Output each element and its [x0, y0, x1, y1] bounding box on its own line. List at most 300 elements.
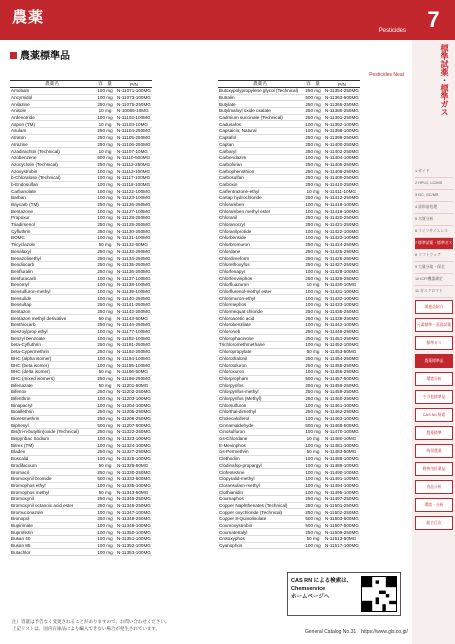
table-row [218, 174, 360, 181]
product-qty: 100 mg [94, 522, 116, 529]
product-name: Capsaicin, Natural [218, 128, 302, 135]
table-row [218, 422, 360, 429]
table-row [218, 221, 360, 228]
product-pn: N-11138-100MG [117, 282, 151, 288]
table-row [218, 161, 360, 168]
product-qty: 100 mg [302, 302, 324, 309]
product-qty: 250 mg [94, 221, 116, 228]
product-name: Coumatetralyl [218, 529, 302, 536]
product-name: Butralin [218, 94, 302, 101]
side-nav [415, 166, 453, 298]
product-name: Triadimenol [10, 221, 94, 228]
table-row [218, 455, 360, 462]
product-name: Cloransulam-methyl [218, 482, 302, 489]
table-row [10, 208, 152, 215]
table-row [218, 388, 360, 395]
product-name: BHC (delta isomer) [10, 368, 94, 375]
product-name: Bis(tri-n-butyltin)oxide (Technical) [10, 429, 94, 436]
product-name: Chloropropylate [218, 348, 302, 355]
product-name: Chlorfluazuron [218, 281, 302, 288]
product-name: Ancymidol [10, 94, 94, 101]
product-qty: 100 mg [94, 335, 116, 342]
product-qty: 100 mg [302, 475, 324, 482]
table-row [218, 108, 360, 115]
qr-code-icon[interactable] [361, 576, 397, 612]
product-name: Chlorethoxyfos [218, 261, 302, 268]
product-qty: 250 mg [94, 134, 116, 141]
product-qty: 250 mg [302, 148, 324, 155]
product-name: Captan [218, 141, 302, 148]
product-name: Cadusafos [218, 121, 302, 128]
product-pn: N-11198-250MG [117, 375, 151, 381]
product-name: Chlorfenapyr [218, 268, 302, 275]
product-name: Chlorophacinone [218, 335, 302, 342]
table-row [218, 342, 360, 349]
chapter-number: 7 [412, 0, 455, 40]
table-row [218, 248, 360, 255]
product-pn: N-11134-250MG [117, 255, 151, 261]
product-name: Azocyclotin (Technical) [10, 161, 94, 168]
product-pn: N-11322-250MG [117, 429, 151, 435]
side-nav-item[interactable]: 7 標準試薬・標準ガス [415, 238, 453, 250]
product-qty: 100 mg [94, 362, 116, 369]
side-nav-item[interactable]: 5 水質分析 [415, 214, 453, 226]
table-row [218, 101, 360, 108]
table-row [10, 475, 152, 482]
product-name: Chlorbromuron [218, 241, 302, 248]
product-qty: 250 mg [302, 174, 324, 181]
table-row [218, 355, 360, 362]
product-name: Bromoxynil octanoic acid ester [10, 502, 94, 509]
table-row [10, 516, 152, 523]
product-qty: 100 mg [302, 429, 324, 436]
table-row [218, 208, 360, 215]
product-qty: 50 mg [302, 536, 324, 543]
product-name: Clopyralid-methyl [218, 475, 302, 482]
product-name: Chlordimeform [218, 255, 302, 262]
table-row [10, 121, 152, 128]
side-box-item[interactable]: CAS No.検索 [415, 408, 453, 422]
product-pn: N-11073-100MG [117, 95, 151, 101]
table-row [218, 88, 360, 95]
product-pn: N-11502-250MG [325, 509, 359, 515]
footer-url[interactable]: https://www.gls.co.jp/ [361, 629, 408, 635]
product-name: Benfluralin [10, 268, 94, 275]
table-row [10, 168, 152, 175]
product-qty: 10 mg [302, 435, 324, 442]
table-row [10, 362, 152, 369]
product-qty: 250 mg [94, 409, 116, 416]
table-row [218, 268, 360, 275]
product-qty: 100 mg [94, 442, 116, 449]
product-pn: N-11455-250MG [325, 362, 359, 368]
section-title: 農薬標準品 [10, 47, 70, 62]
product-pn: N-11353-100MG [117, 549, 151, 555]
product-name: Chlormephos [218, 302, 302, 309]
product-pn: N-11329-50MG [116, 462, 152, 469]
product-pn: N-11127-100MG [117, 208, 151, 214]
side-nav-item[interactable]: 1 ガイド [415, 166, 453, 178]
product-pn: N-11490-100MG [325, 469, 359, 475]
side-nav-item[interactable]: 9 大量分取・保全 [415, 262, 453, 274]
product-qty: 100 mg [94, 168, 116, 175]
side-nav-item[interactable]: 3 GC, GC/MS [415, 190, 453, 202]
table-row [10, 295, 152, 302]
product-qty: 100 mg [302, 228, 324, 235]
col-name: 農薬名 [218, 81, 302, 88]
product-name: Buprofezin [10, 529, 94, 536]
product-qty: 250 mg [94, 502, 116, 509]
table-row [10, 489, 152, 496]
product-qty: 250 mg [302, 355, 324, 362]
product-qty: 100 mg [302, 288, 324, 295]
cas-line2: Chemservice [291, 586, 326, 592]
table-row [10, 88, 152, 95]
side-nav-item[interactable]: 10 ICP/機器測定 [415, 274, 453, 286]
side-box-item[interactable]: 環境分析 [415, 372, 453, 386]
table-row [218, 489, 360, 496]
product-pn: N-11103-10MG [116, 121, 152, 128]
product-qty: 100 mg [302, 322, 324, 329]
table-row [10, 215, 152, 222]
product-name: Bensulfuron-methyl [10, 288, 94, 295]
product-pn: N-11343-50MG [116, 489, 152, 496]
product-pn: N-11335-100MG [117, 482, 151, 488]
table-row [10, 549, 152, 556]
side-box-item[interactable]: 動物用医薬品 [415, 462, 453, 476]
side-nav-item[interactable]: 8 ソフトウェア [415, 250, 453, 262]
side-box-item[interactable]: 食品分析 [415, 480, 453, 494]
product-pn: N-11201-50MG [116, 382, 152, 389]
product-qty: 250 mg [302, 529, 324, 536]
product-pn: N-11363-500MG [325, 95, 359, 101]
product-qty: 100 mg [302, 489, 324, 496]
product-pn: N-11348-250MG [117, 516, 151, 522]
product-qty: 250 mg [302, 241, 324, 248]
side-box-item[interactable]: その他標準品 [415, 390, 453, 404]
table-row [10, 402, 152, 409]
product-pn: N-11203-100MG [117, 395, 151, 401]
table-row [218, 288, 360, 295]
category-title: 農薬 [12, 9, 45, 26]
side-nav-item[interactable]: 6 ライフサイエンス [415, 226, 453, 238]
table-row [218, 235, 360, 242]
table-row [218, 114, 360, 121]
product-qty: 250 mg [94, 375, 116, 382]
product-name: Busan 40 [10, 536, 94, 543]
product-name: Azadirachtin (Technical) [10, 148, 94, 155]
product-qty: 250 mg [302, 509, 324, 516]
product-name: Carfentrazone-ethyl [218, 188, 302, 195]
product-name: Biphenyl [10, 422, 94, 429]
table-row [218, 415, 360, 422]
product-qty: 250 mg [302, 335, 324, 342]
product-pn: N-11133-250MG [117, 248, 151, 254]
product-pn: N-11421-250MG [325, 222, 359, 228]
table-row [10, 195, 152, 202]
product-qty: 100 mg [302, 368, 324, 375]
product-pn: N-11365-250MG [325, 101, 359, 107]
product-qty: 250 mg [302, 221, 324, 228]
side-box-item[interactable]: 元素標準・蒸留試薬 [415, 318, 453, 332]
table-row [218, 302, 360, 309]
product-name: Chlordane [218, 248, 302, 255]
table-row [218, 295, 360, 302]
product-qty: 250 mg [302, 395, 324, 402]
side-box-item[interactable]: 残留農薬 [415, 444, 453, 458]
col-pn: P/N [324, 81, 360, 88]
product-pn: N-10085-10MG [116, 108, 152, 115]
product-name: Bladex [10, 449, 94, 456]
product-name: Coumoxystrobin [218, 522, 302, 529]
product-name: Copper oxychloride (Technical) [218, 509, 302, 516]
product-pn: N-11352-100MG [117, 543, 151, 549]
product-name: Chlorthal-dimethyl [218, 409, 302, 416]
product-pn: N-11468-500MG [325, 422, 359, 428]
side-box-item[interactable]: 農薬標準品 [415, 354, 453, 368]
product-name: Carbosulfan [218, 174, 302, 181]
product-qty: 50 mg [94, 489, 116, 496]
product-name: Benazolinethyl [10, 255, 94, 262]
product-qty: 100 mg [302, 295, 324, 302]
product-pn: N-11457-500MG [325, 375, 359, 381]
side-box-item[interactable]: 総合目次 [415, 516, 453, 530]
product-qty: 100 mg [302, 201, 324, 208]
product-name: Ardenotride [10, 114, 94, 121]
table-row [218, 308, 360, 315]
table-row [218, 241, 360, 248]
table-row [10, 308, 152, 315]
table-row [10, 315, 152, 322]
product-pn: N-11143-50MG [116, 315, 152, 322]
product-qty: 100 mg [302, 208, 324, 215]
product-qty: 50 mg [94, 382, 116, 389]
product-name: Cyanophos [218, 542, 302, 549]
product-qty: 250 mg [302, 382, 324, 389]
product-qty: 100 mg [94, 482, 116, 489]
product-qty: 250 mg [302, 275, 324, 282]
product-qty: 100 mg [94, 402, 116, 409]
product-qty: 100 mg [94, 281, 116, 288]
cas-search-box[interactable] [287, 572, 401, 616]
side-box-item[interactable]: 環境・分析 [415, 498, 453, 512]
product-qty: 250 mg [302, 409, 324, 416]
product-pn: N-11517-100MG [325, 543, 359, 549]
table-row [10, 415, 152, 422]
product-pn: N-11507-500MG [325, 523, 359, 529]
product-qty: 250 mg [302, 108, 324, 115]
table-row [10, 255, 152, 262]
product-pn: N-11424-250MG [325, 242, 359, 248]
product-name: Copper 8-Quinolinolate [218, 516, 302, 523]
product-qty: 100 mg [94, 174, 116, 181]
table-row [10, 542, 152, 549]
side-box-item[interactable]: 標準ガス [415, 336, 453, 350]
table-row [218, 348, 360, 355]
product-qty: 250 mg [94, 302, 116, 309]
product-name: Baycarb (TM) [10, 201, 94, 208]
product-name: Bentazone [10, 208, 94, 215]
table-row [218, 261, 360, 268]
table-row [218, 509, 360, 516]
product-pn: N-11144-250MG [117, 322, 151, 328]
product-name: Bioresmethrin [10, 415, 94, 422]
product-qty: 250 mg [94, 141, 116, 148]
table-row [10, 442, 152, 449]
product-name: Clothianidin [218, 489, 302, 496]
product-pn: N-11075-250MG [117, 101, 151, 107]
product-pn: N-11129-250MG [117, 222, 151, 228]
product-pn: N-11345-250MG [117, 496, 151, 502]
left-product-table [10, 80, 152, 556]
table-row [10, 509, 152, 516]
table-row [10, 388, 152, 395]
product-pn: N-11194-100MG [117, 355, 151, 361]
product-qty: 100 mg [94, 195, 116, 202]
product-pn: N-11491-100MG [325, 476, 359, 482]
product-name: BHC (beta isomer) [10, 362, 94, 369]
side-box-item[interactable]: 関連品紹介 [415, 300, 453, 314]
product-name: Carbanolate [10, 188, 94, 195]
product-name: Tricyclazole [10, 241, 94, 248]
table-row [10, 429, 152, 436]
product-pn: N-11110-500MG [117, 155, 151, 161]
product-qty: 250 mg [94, 268, 116, 275]
product-name: Bentazon [10, 308, 94, 315]
product-qty: 50 mg [94, 241, 116, 248]
table-row [218, 435, 360, 442]
product-qty: 250 mg [94, 308, 116, 315]
table-row [10, 161, 152, 168]
table-row [10, 469, 152, 476]
table-row [10, 281, 152, 288]
product-name: Bifenthrin [10, 395, 94, 402]
product-name: Boscalid [10, 455, 94, 462]
product-name: Chlorsulfuron [218, 402, 302, 409]
product-qty: 250 mg [302, 161, 324, 168]
product-pn: N-11323-100MG [117, 436, 151, 442]
product-qty: 100 mg [94, 94, 116, 101]
product-pn: N-11451-250MG [325, 335, 359, 341]
product-qty: 250 mg [302, 141, 324, 148]
product-pn: N-11433-100MG [325, 302, 359, 308]
product-qty: 50 mg [302, 449, 324, 456]
table-row [10, 449, 152, 456]
product-qty: 250 mg [94, 469, 116, 476]
product-qty: 250 mg [94, 429, 116, 436]
table-row [10, 268, 152, 275]
product-qty: 250 mg [302, 134, 324, 141]
product-qty: 250 mg [94, 495, 116, 502]
side-nav-item[interactable]: 11 ガスクロマト [415, 286, 453, 298]
product-qty: 100 mg [302, 402, 324, 409]
product-qty: 250 mg [302, 495, 324, 502]
product-pn: N-11346-250MG [117, 502, 151, 508]
product-name: Cyfluthrin [10, 228, 94, 235]
product-name: Benfuracarb [10, 275, 94, 282]
product-pn: N-11489-100MG [325, 462, 359, 468]
product-qty: 250 mg [302, 101, 324, 108]
product-name: Benomyl [10, 281, 94, 288]
product-pn: N-11330-250MG [117, 469, 151, 475]
product-qty: 100 mg [94, 435, 116, 442]
product-name: Captafol [218, 134, 302, 141]
product-qty: 100 mg [94, 235, 116, 242]
table-row [10, 462, 152, 469]
table-row [218, 94, 360, 101]
product-qty: 100 mg [302, 455, 324, 462]
product-pn: N-11431-100MG [325, 288, 359, 294]
product-pn: N-11425-250MG [325, 248, 359, 254]
product-name: Asulam [10, 128, 94, 135]
table-row [10, 355, 152, 362]
table-row [10, 435, 152, 442]
product-name: Anilazine [10, 101, 94, 108]
product-qty: 100 mg [94, 181, 116, 188]
product-name: Bromacil [10, 469, 94, 476]
product-qty: 250 mg [94, 342, 116, 349]
table-row [218, 141, 360, 148]
product-name: Benalaxyl [10, 248, 94, 255]
table-row [218, 275, 360, 282]
product-qty: 10 mg [94, 121, 116, 128]
product-pn: N-11191-250MG [117, 342, 151, 348]
table-row [218, 449, 360, 456]
product-pn: N-11207-500MG [117, 422, 151, 428]
neat-label: Pesticides Neat [369, 72, 404, 78]
table-row [10, 154, 152, 161]
product-pn: N-11399-250MG [325, 135, 359, 141]
product-pn: N-11139-100MG [117, 288, 151, 294]
table-row [10, 495, 152, 502]
product-pn: N-11404-100MG [325, 155, 359, 161]
product-pn: N-11202-250MG [117, 389, 151, 395]
table-row [218, 368, 360, 375]
product-name: Benzyl benzoate [10, 335, 94, 342]
table-row [10, 522, 152, 529]
product-pn: N-11195-100MG [117, 362, 151, 368]
side-box-item[interactable]: 農薬標準 [415, 426, 453, 440]
product-pn: N-11488-100MG [325, 456, 359, 462]
product-qty: 100 mg [94, 536, 116, 543]
product-pn: N-11481-100MG [325, 442, 359, 448]
product-pn: N-11385-250MG [325, 108, 359, 114]
product-name: Carbendazim [218, 154, 302, 161]
table-row [10, 101, 152, 108]
product-pn: N-11497-250MG [325, 496, 359, 502]
product-pn: N-11128-250MG [117, 215, 151, 221]
product-qty: 250 mg [302, 195, 324, 202]
table-row [218, 442, 360, 449]
product-pn: N-11412-250MG [325, 195, 359, 201]
product-qty: 500 mg [302, 422, 324, 429]
product-qty: 500 mg [94, 154, 116, 161]
side-nav-item[interactable]: 4 試料前処理 [415, 202, 453, 214]
col-qty: 容 量 [94, 81, 116, 88]
product-qty: 10 mg [302, 188, 324, 195]
table-row [10, 114, 152, 121]
product-name: Binapacryl [10, 402, 94, 409]
product-pn: N-11449-250MG [325, 329, 359, 335]
table-row [218, 495, 360, 502]
table-row [10, 275, 152, 282]
product-qty: 250 mg [94, 161, 116, 168]
side-box-nav [415, 300, 453, 534]
product-pn: N-11351-100MG [117, 536, 151, 542]
side-nav-item[interactable]: 2 HPLC, LC/MS [415, 178, 453, 190]
product-pn: N-11430-10MG [324, 281, 360, 288]
product-name: Butylmaloyl oxide oxalate [218, 108, 302, 115]
